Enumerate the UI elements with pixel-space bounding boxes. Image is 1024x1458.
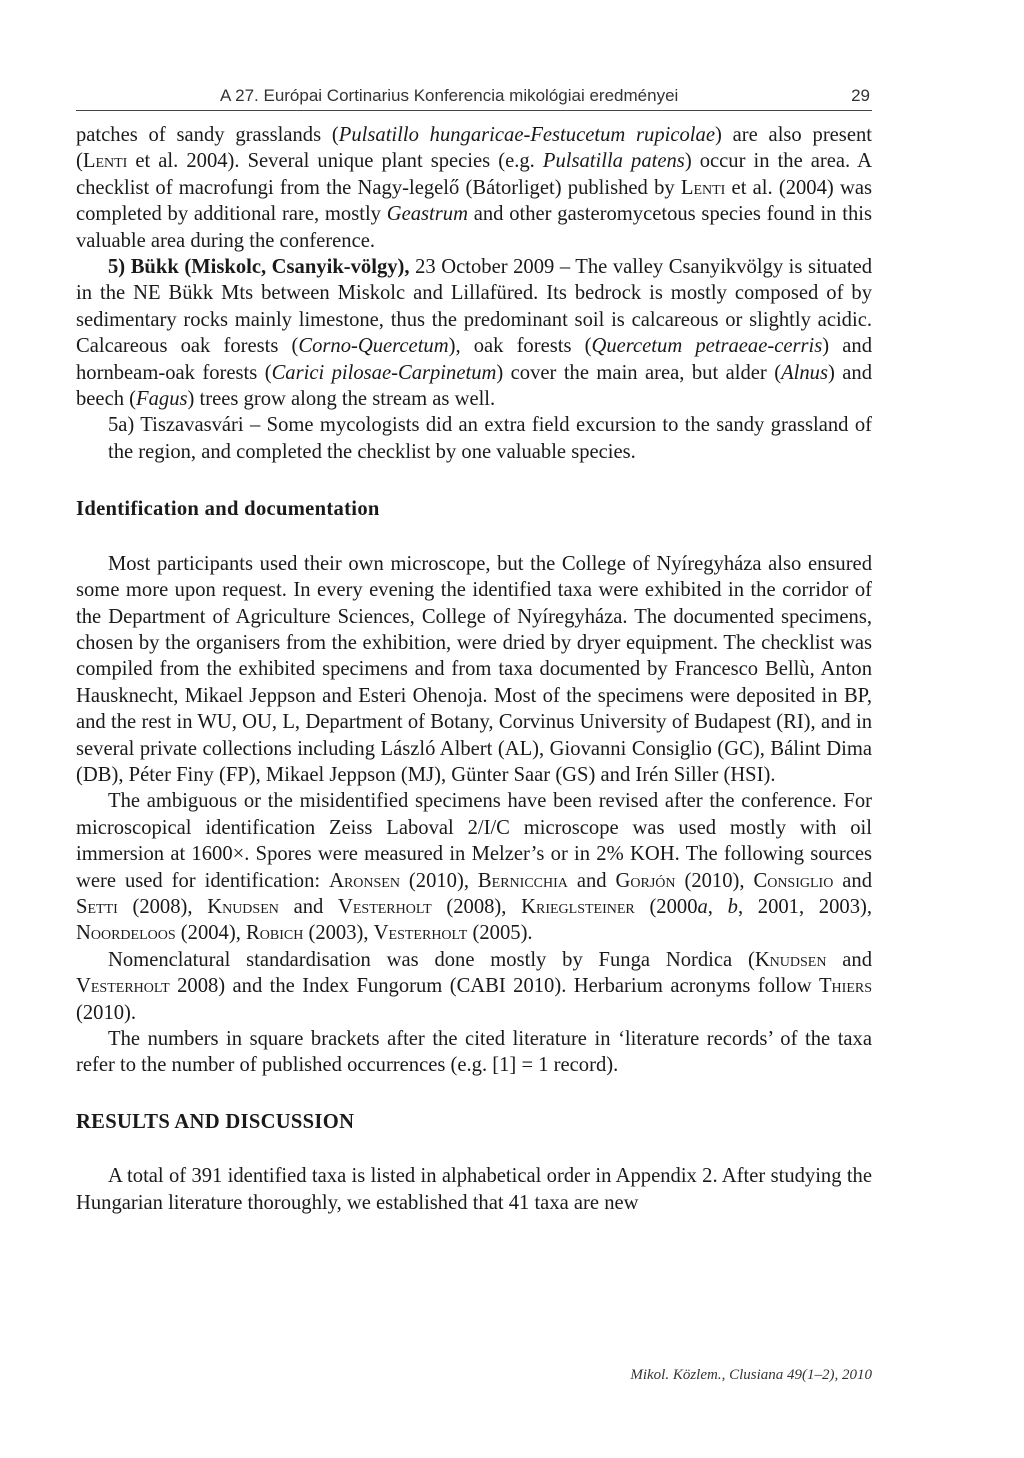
footer-citation: Mikol. Közlem., Clusiana 49(1–2), 2010	[630, 1367, 872, 1383]
paragraph-identification-2: The ambiguous or the misidentified specimens have been revised after the conference. For microscopical identification Zeiss Laboval 2/I/C microscope was used mostly with oil immersion at 1600×. Spores were measured in Melzer’s or in 2% KOH. The following sources were used for identification: Aronsen (2010), Bernicchia and Gorjón (2010), Consiglio and Setti (2008), Knudsen and Vesterholt (2008), Krieglsteiner (2000a, b, 2001, 2003), Noordeloos (2004), Robich (2003), Vesterholt (2005).	[76, 790, 872, 945]
body-text	[76, 122, 872, 1216]
paragraph-intro: patches of sandy grasslands (Pulsatillo hungaricae-Festucetum rupicolae) are also present (Lenti et al. 2004). Several unique plant species (e.g. Pulsatilla patens) occur in the area. A checklist of macrofungi from the Nagy-legelő (Bátorliget) published by Lenti et al. (2004) was completed by additional rare, mostly Geastrum and other gasteromycetous species found in this valuable area during the conference.	[76, 124, 872, 252]
paragraph-identification-1: Most participants used their own microscope, but the College of Nyíregyháza also ensured some more upon request. In every evening the identified taxa were exhibited in the corridor of the Department of Agriculture Sciences, College of Nyíregyháza. The documented specimens, chosen by the organisers from the exhibition, were dried by dryer equipment. The checklist was compiled from the exhibited specimens and from taxa documented by Francesco Bellù, Anton Hausknecht, Mikael Jeppson and Esteri Ohenoja. Most of the specimens were deposited in BP, and the rest in WU, OU, L, Department of Botany, Corvinus University of Budapest (RI), and in several private collections including László Albert (AL), Giovanni Consiglio (GC), Bálint Dima (DB), Péter Finy (FP), Mikael Jeppson (MJ), Günter Saar (GS) and Irén Siller (HSI).	[76, 552, 872, 786]
paragraph-identification-3: Nomenclatural standardisation was done mostly by Funga Nordica (Knudsen and Vesterholt 2008) and the Index Fungorum (CABI 2010). Herbarium acronyms follow Thiers (2010).	[76, 948, 872, 1024]
header-rule	[76, 110, 872, 111]
page-number: 29	[851, 86, 870, 105]
heading-results: RESULTS AND DISCUSSION	[76, 1110, 355, 1133]
paragraph-results-1: A total of 391 identified taxa is listed in alphabetical order in Appendix 2. After studying the Hungarian literature thoroughly, we established that 41 taxa are new	[76, 1165, 872, 1214]
paragraph-bukk: 5) Bükk (Miskolc, Csanyik-völgy), 23 October 2009 – The valley Csanyikvölgy is situated in the NE Bükk Mts between Miskolc and Lillafüred. Its bedrock is mostly composed of by sedimentary rocks mainly limestone, thus the predominant soil is calcareous or slightly acidic. Calcareous oak forests (Corno-Quercetum), oak forests (Quercetum petraeae-cerris) and hornbeam-oak forests (Carici pilosae-Carpinetum) cover the main area, but alder (Alnus) and beech (Fagus) trees grow along the stream as well.	[76, 256, 873, 411]
paragraph-tiszavasvari: 5a) Tiszavasvári – Some mycologists did an extra field excursion to the sandy grassland of the region, and completed the checklist by one valuable species.	[108, 414, 872, 463]
paragraph-identification-4: The numbers in square brackets after the cited literature in ‘literature records’ of the taxa refer to the number of published occurrences (e.g. [1] = 1 record).	[76, 1028, 872, 1077]
heading-identification: Identification and documentation	[76, 498, 380, 521]
running-head-title: A 27. Európai Cortinarius Konferencia mikológiai eredményei	[220, 86, 679, 105]
